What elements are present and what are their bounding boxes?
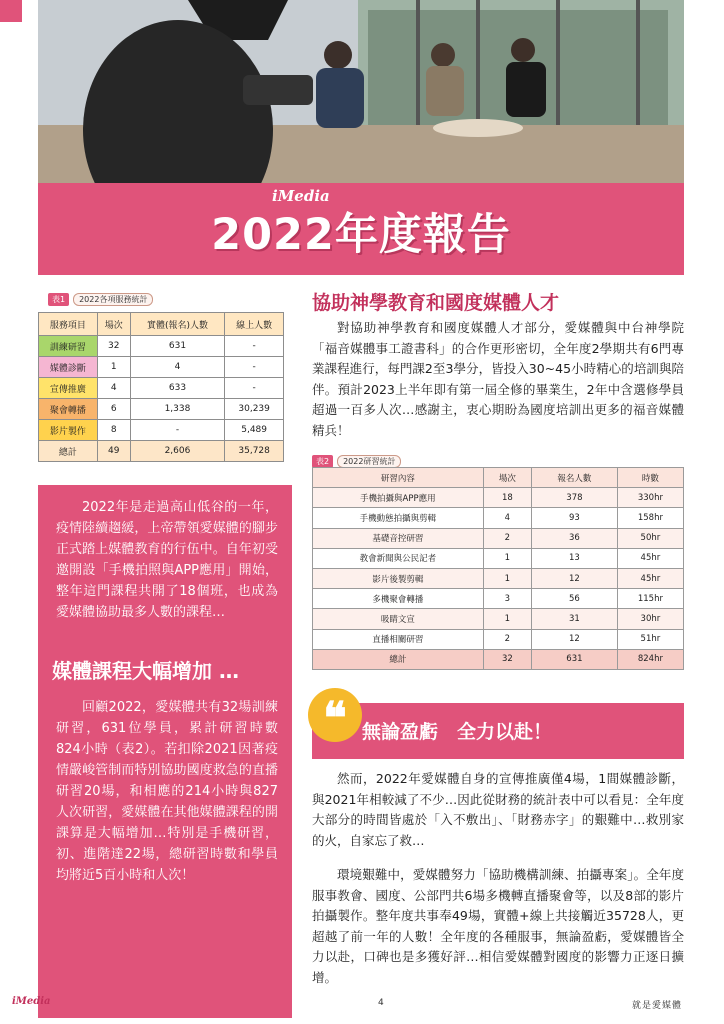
table-row (39, 420, 284, 441)
table-cell: 631 (130, 336, 225, 357)
table-cell: 聚會轉播 (39, 399, 98, 420)
table-cell: 18 (483, 488, 531, 508)
table-cell: 手機動態拍攝與剪輯 (313, 508, 484, 528)
table-cell: 總計 (39, 441, 98, 462)
table-cell: 2,606 (130, 441, 225, 462)
table-cell: 宣傳推廣 (39, 378, 98, 399)
table-cell: 6 (97, 399, 130, 420)
table-cell: 8 (97, 420, 130, 441)
table-cell: 30hr (617, 609, 683, 629)
table-total-row (313, 649, 684, 669)
table-cell: 45hr (617, 568, 683, 588)
table-cell: 4 (483, 508, 531, 528)
table-cell: 32 (97, 336, 130, 357)
header-photo (38, 0, 684, 183)
table-cell: 5,489 (225, 420, 284, 441)
left-feature-box (38, 485, 292, 1018)
table-cell: 12 (532, 629, 618, 649)
table-cell: 手機拍攝與APP應用 (313, 488, 484, 508)
table-cell: 12 (532, 568, 618, 588)
table-cell: 2 (483, 629, 531, 649)
page-title: 2022年度報告 (211, 210, 511, 260)
table-cell: 1 (483, 568, 531, 588)
table-row (39, 336, 284, 357)
table-cell: 633 (130, 378, 225, 399)
table2-caption (312, 449, 401, 468)
table-cell: 4 (97, 378, 130, 399)
decor-square (0, 0, 22, 22)
table-cell: 330hr (617, 488, 683, 508)
table-cell: 30,239 (225, 399, 284, 420)
column-header: 時數 (617, 468, 683, 488)
table-cell: 93 (532, 508, 618, 528)
section-title: 媒體課程大幅增加 … (52, 659, 239, 683)
table-cell: - (225, 357, 284, 378)
table-cell: 36 (532, 528, 618, 548)
table-cell: 13 (532, 548, 618, 568)
footer-logo: iMedia (12, 996, 51, 1007)
table-row (313, 548, 684, 568)
table-row (39, 399, 284, 420)
table-cell: 吸睛文宣 (313, 609, 484, 629)
title-banner (38, 183, 684, 275)
service-stats-table (38, 312, 284, 462)
column-header: 場次 (483, 468, 531, 488)
table-cell: - (225, 336, 284, 357)
intro-paragraph: 2022年是走過高山低谷的一年，疫情陸續趨緩，上帝帶領愛媒體的腳步正式踏上媒體教育的行伍中。自年初受邀開設「手機拍照與APP應用」開始，整年這門課程共開了18個班，也成為愛媒體協助最多人數的課程… (56, 500, 278, 620)
table2-caption-text: 2022研習統計 (337, 455, 401, 468)
article-paragraph: 然而，2022年愛媒體自身的宣傳推廣僅4場，1間媒體診斷，與2021年相較減了不少…因此從財務的統計表中可以看見：全年度大部分的時間皆處於「入不敷出」、「財務赤字」的艱難中…救別家的火，自家忘了救… (312, 771, 684, 848)
article-paragraph: 環境艱難中，愛媒體努力「協助機構訓練、拍攝專案」。全年度服事教會、國度、公部門共6場多機轉直播聚會等，以及8部的影片拍攝製作。整年度共事奉49場，實體+線上共接觸近35728人，更超越了前一年的人數！全年度的各種服事，無論盈虧，愛媒體皆全力以赴，口碑也是多獲好評…相信愛媒體對國度的影響力正逐日擴增。 (312, 867, 684, 985)
table-cell: 31 (532, 609, 618, 629)
imedia-logo: iMedia (272, 187, 330, 205)
quote-title: 無論盈虧 全力以赴！ (362, 721, 553, 743)
column-header: 線上人數 (225, 313, 284, 336)
table-cell: 51hr (617, 629, 683, 649)
table-row (313, 609, 684, 629)
column-header: 實體(報名)人數 (130, 313, 225, 336)
table-cell: 1 (97, 357, 130, 378)
table-cell: 631 (532, 649, 618, 669)
table-cell: 158hr (617, 508, 683, 528)
table1-caption-text: 2022各項服務統計 (73, 293, 153, 306)
table-row (313, 568, 684, 588)
table-cell: 直播相關研習 (313, 629, 484, 649)
table-cell: 2 (483, 528, 531, 548)
table-cell: 媒體診斷 (39, 357, 98, 378)
table-cell: 35,728 (225, 441, 284, 462)
table-row (313, 528, 684, 548)
table-cell: 115hr (617, 589, 683, 609)
page-number: 4 (378, 998, 384, 1008)
table-cell: 1 (483, 609, 531, 629)
table1-caption (48, 287, 153, 306)
table-cell: 50hr (617, 528, 683, 548)
table-cell: 多機聚會轉播 (313, 589, 484, 609)
table-cell: 3 (483, 589, 531, 609)
table-cell: 49 (97, 441, 130, 462)
table-cell: - (130, 420, 225, 441)
table-cell: 45hr (617, 548, 683, 568)
table-row (313, 629, 684, 649)
table-cell: 4 (130, 357, 225, 378)
article-paragraph: 對協助神學教育和國度媒體人才部分，愛媒體與中台神學院「福音媒體事工證書科」的合作更形密切，全年度2學期共有6門專業課程進行，每門課2至3學分，皆投入30~45小時精心的培訓與陪伴。預計2023上半年即有第一屆全修的畢業生，2年中含選修學員超過一百多人次…感謝主，衷心期盼為國度培訓出更多的福音媒體精兵！ (312, 320, 684, 438)
table-cell: 56 (532, 589, 618, 609)
table-cell: 1,338 (130, 399, 225, 420)
column-header: 報名人數 (532, 468, 618, 488)
quote-icon: ❝ (308, 688, 362, 742)
training-stats-table (312, 467, 684, 670)
table-cell: 影片後製剪輯 (313, 568, 484, 588)
table-row (39, 378, 284, 399)
table-cell: 基礎音控研習 (313, 528, 484, 548)
table-row (313, 508, 684, 528)
table-row (39, 357, 284, 378)
table-cell: 教會新聞與公民記者 (313, 548, 484, 568)
table-cell: 1 (483, 548, 531, 568)
footer-publication-name: 就是愛媒體 (632, 1001, 683, 1011)
table1-tag: 表1 (48, 293, 69, 306)
body-paragraph: 回顧2022，愛媒體共有32場訓練研習，631位學員，累計研習時數 824小時（表2）。若扣除2021因著疫情嚴峻管制而特別協助國度救急的直播研習20場，和相應的214小時與827人次研習，愛媒體在其他媒體課程的開課算是大幅增加…特別是手機研習，初、進階達22場，總研習時數和學員均將近5百小時和人次！ (56, 700, 278, 883)
column-header: 場次 (97, 313, 130, 336)
table-cell: 32 (483, 649, 531, 669)
article-heading: 協助神學教育和國度媒體人才 (312, 292, 560, 314)
table-cell: 824hr (617, 649, 683, 669)
table-cell: 影片製作 (39, 420, 98, 441)
table-header-row (313, 468, 684, 488)
column-header: 研習內容 (313, 468, 484, 488)
table-cell: 總計 (313, 649, 484, 669)
table-cell: 378 (532, 488, 618, 508)
table-total-row (39, 441, 284, 462)
table-row (313, 589, 684, 609)
table-row (313, 488, 684, 508)
table-cell: - (225, 378, 284, 399)
table-cell: 訓練研習 (39, 336, 98, 357)
table-header-row (39, 313, 284, 336)
table2-tag: 表2 (312, 455, 333, 468)
column-header: 服務項目 (39, 313, 98, 336)
